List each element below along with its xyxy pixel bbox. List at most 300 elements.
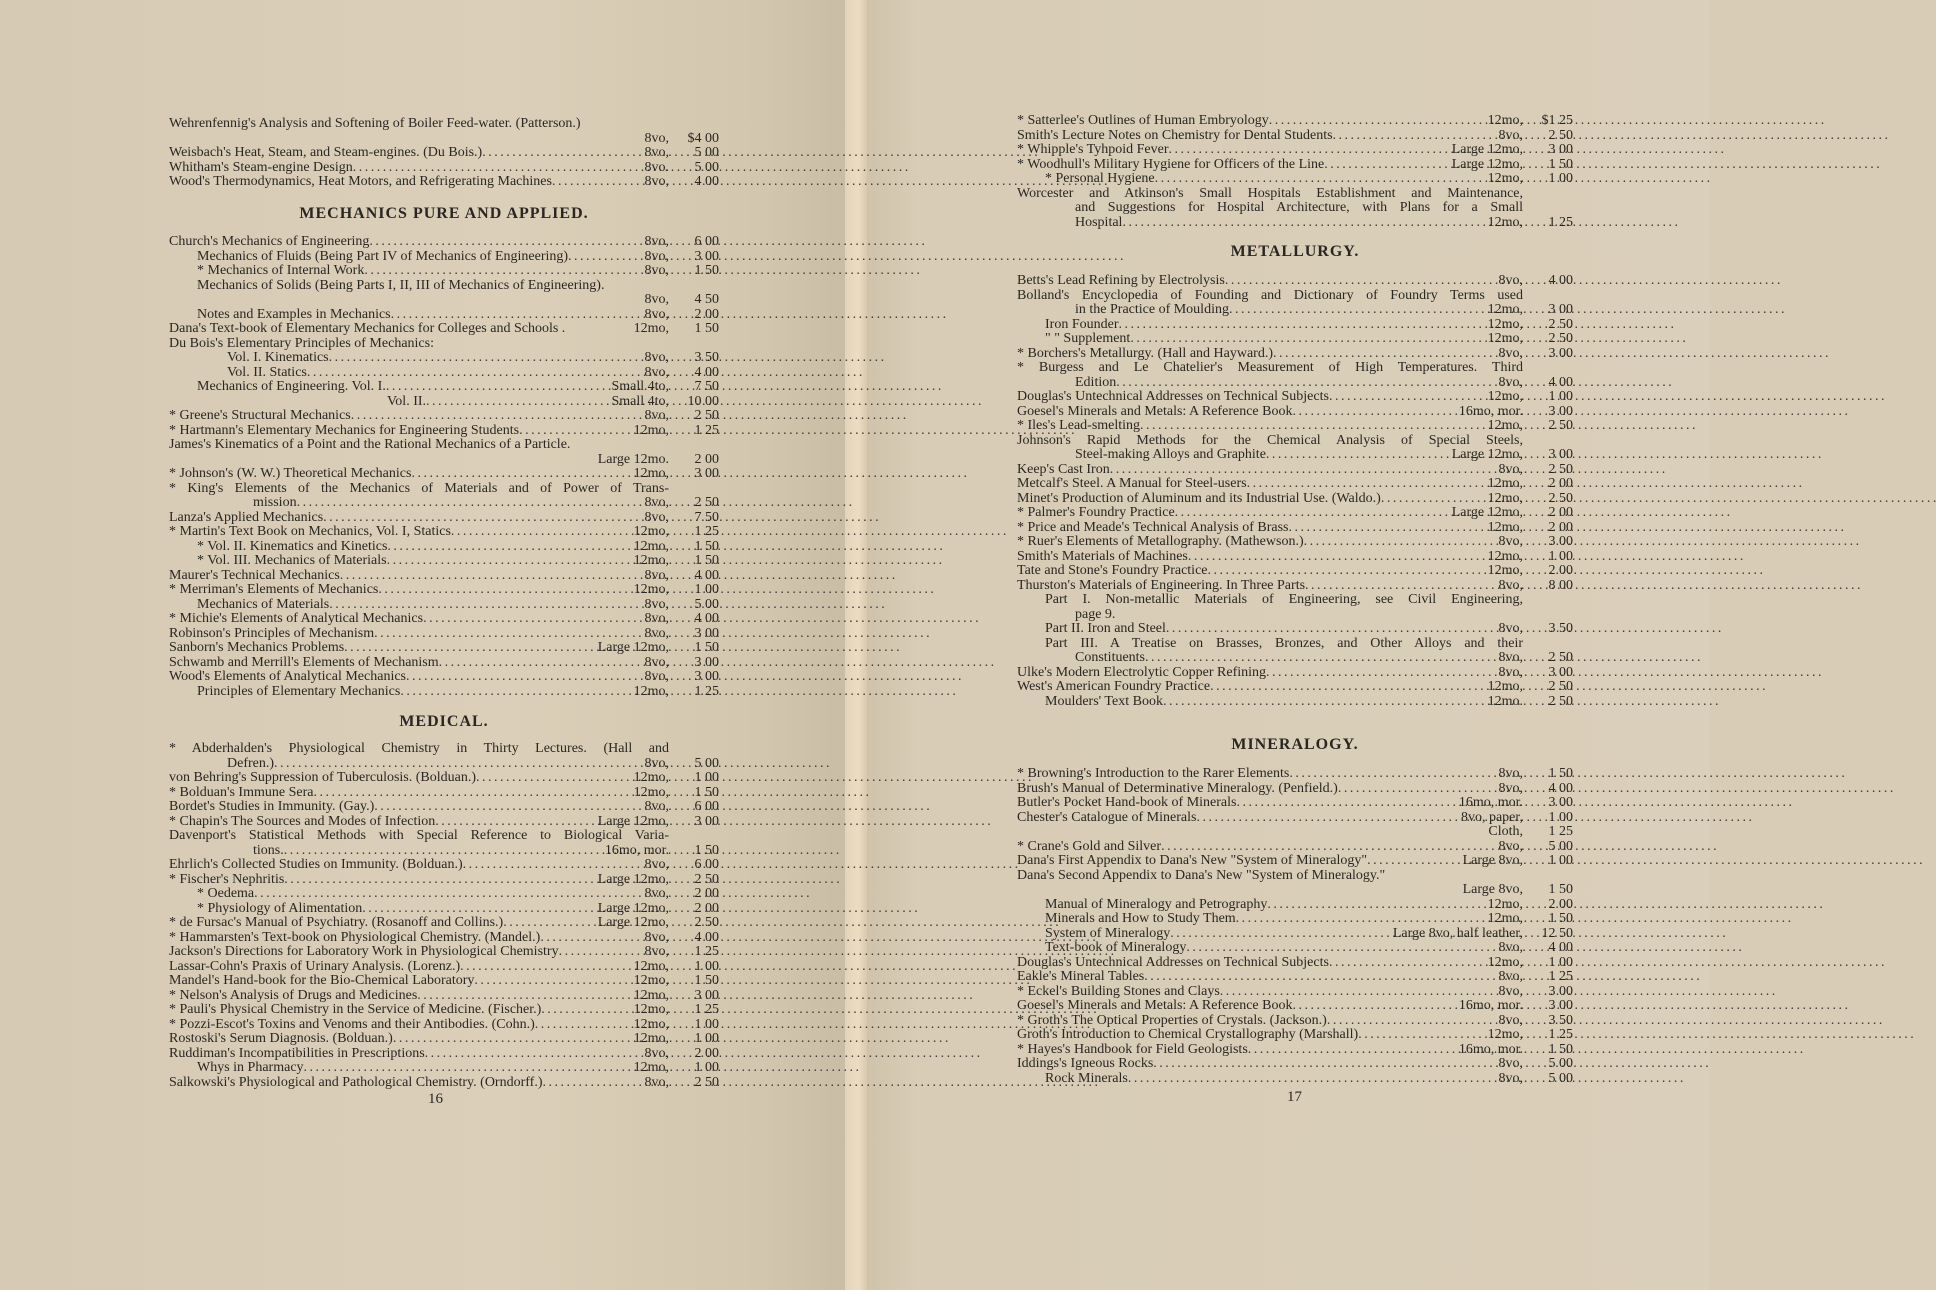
entry-price: 2 00 <box>694 1045 719 1061</box>
entry-price: 6 00 <box>694 234 719 249</box>
section-heading-metallurgy: METALLURGY. <box>1230 243 1360 260</box>
entry-title: Du Bois's Elementary Principles of Mechanics: <box>169 335 434 351</box>
catalogue-entry-line <box>1017 637 1573 652</box>
catalogue-entry-line <box>169 800 719 815</box>
entry-format: 8vo, <box>644 857 669 872</box>
dot-leader <box>519 424 634 439</box>
catalogue-entry-line <box>1017 1072 1573 1087</box>
entry-price: 5 00 <box>694 159 719 175</box>
entry-price: 3 00 <box>694 466 719 481</box>
entry-title: Whitham's Steam-engine Design <box>169 159 353 175</box>
entry-format: 12mo, <box>633 1031 669 1046</box>
entry-price: 1 00 <box>1548 171 1573 186</box>
entry-format: 8vo, <box>644 611 669 626</box>
entry-format: 8vo, <box>1498 969 1523 984</box>
catalogue-entry-line <box>169 1061 719 1076</box>
entry-format: 12mo, <box>633 1060 669 1075</box>
entry-format: 12mo, <box>633 987 669 1003</box>
entry-title: * Personal Hygiene <box>1045 171 1155 186</box>
dot-leader <box>391 308 645 323</box>
dot-leader <box>1292 405 1458 420</box>
catalogue-entry-line <box>169 627 719 642</box>
entry-price: 2 50 <box>694 1074 719 1090</box>
dot-leader <box>284 844 605 859</box>
dot-leader <box>1122 216 1487 231</box>
entry-format: 12mo, <box>1487 548 1523 564</box>
dot-leader <box>1381 492 1488 507</box>
entry-format: 16mo, mor. <box>604 842 669 858</box>
catalogue-entry-line <box>169 1018 719 1033</box>
catalogue-entry-line <box>1017 956 1573 971</box>
dot-leader <box>568 250 644 265</box>
catalogue-entry-line <box>1017 129 1573 144</box>
catalogue-entry-line <box>1017 434 1573 449</box>
entry-price: 3 00 <box>694 654 719 670</box>
catalogue-entry-line <box>169 598 719 613</box>
entry-title: * Physiology of Alimentation <box>197 900 363 916</box>
steam-engines-list <box>169 117 719 190</box>
catalogue-entry-line <box>1017 143 1573 158</box>
catalogue-entry-line <box>169 1076 719 1091</box>
catalogue-entry-line <box>169 974 719 989</box>
metallurgy-list <box>1017 274 1573 709</box>
entry-format: 8vo, <box>1498 650 1523 665</box>
entry-price: 2 50 <box>1548 127 1573 143</box>
catalogue-entry-line <box>1017 985 1573 1000</box>
entry-price: 3 00 <box>1548 534 1573 549</box>
catalogue-entry-line <box>169 829 719 844</box>
catalogue-entry-line <box>1017 419 1573 434</box>
entry-price: 6 00 <box>694 799 719 814</box>
entry-format: 8vo, <box>644 1074 669 1090</box>
entry-title: Mechanics of Fluids (Being Part IV of Mechanics of Engineering) <box>197 248 569 264</box>
dot-leader <box>1367 854 1463 869</box>
dot-leader <box>297 496 645 511</box>
entry-title: West's American Foundry Practice <box>1017 679 1211 694</box>
entry-format: 8vo, <box>1498 780 1523 796</box>
catalogue-entry-line <box>169 742 719 757</box>
entry-price: 1 50 <box>1548 911 1573 926</box>
entry-price: 2 00 <box>1548 476 1573 491</box>
dot-leader <box>369 235 644 250</box>
catalogue-entry-line <box>169 873 719 888</box>
dot-leader <box>1128 1072 1499 1087</box>
catalogue-entry-line <box>169 496 719 511</box>
entry-title: Church's Mechanics of Engineering <box>169 234 370 249</box>
catalogue-entry-line <box>169 117 719 132</box>
catalogue-entry-line <box>169 279 719 294</box>
entry-price: 1 00 <box>694 1031 719 1046</box>
entry-title: Edition <box>1075 374 1117 390</box>
dot-leader <box>307 366 645 381</box>
entry-price: 2 50 <box>1548 679 1573 694</box>
entry-format: 12mo, <box>633 1016 669 1032</box>
entry-format: 8vo, <box>644 145 669 160</box>
entry-title: Butler's Pocket Hand-book of Minerals <box>1017 795 1237 810</box>
entry-title: Chester's Catalogue of Minerals <box>1017 809 1197 825</box>
mechanics-list <box>169 235 719 699</box>
entry-title: Mechanics of Solids (Being Parts I, II, III of Mechanics of Engineering). <box>197 277 605 293</box>
entry-title: * Borchers's Metallurgy. (Hall and Hayward.) <box>1017 345 1274 361</box>
dot-leader <box>274 757 644 772</box>
catalogue-entry-line <box>169 322 719 337</box>
entry-format: 8vo, <box>644 755 669 771</box>
dot-leader <box>1266 448 1452 463</box>
entry-title: Vol. II. Statics <box>227 364 307 380</box>
entry-title: Douglas's Untechnical Addresses on Technical Subjects <box>1017 954 1329 970</box>
catalogue-entry-line <box>169 264 719 279</box>
entry-price: 3 00 <box>1548 983 1573 999</box>
dot-leader <box>1130 332 1487 347</box>
entry-format: 12mo, <box>633 973 669 988</box>
dot-leader <box>304 1061 634 1076</box>
catalogue-entry-line <box>1017 216 1573 231</box>
dot-leader <box>364 264 644 279</box>
entry-price: 1 25 <box>694 683 719 699</box>
entry-format: Large 12mo. <box>597 451 669 467</box>
entry-format: 8vo, <box>644 886 669 901</box>
catalogue-entry-line <box>1017 303 1573 318</box>
catalogue-entry-line <box>1017 680 1573 695</box>
entry-title: Dana's Second Appendix to Dana's New "System of Mineralogy." <box>1017 867 1386 883</box>
entry-format: 12mo, <box>633 770 669 785</box>
catalogue-entry-line <box>169 858 719 873</box>
entry-price: 1 25 <box>694 524 719 539</box>
catalogue-entry-line <box>1017 651 1573 666</box>
entry-price: 1 50 <box>694 973 719 988</box>
catalogue-entry-line <box>169 583 719 598</box>
dot-leader <box>474 974 633 989</box>
entry-format: 12mo, <box>633 1002 669 1017</box>
entry-price: 1 50 <box>1548 156 1573 172</box>
entry-title: " " Supplement <box>1045 331 1131 346</box>
entry-price: $1 25 <box>1541 113 1573 128</box>
entry-price: 4 50 <box>694 292 719 307</box>
entry-title: and Suggestions for Hospital Architecture, with Plans for a Small <box>1075 200 1523 215</box>
entry-price: 3 50 <box>1548 1012 1573 1028</box>
entry-format: 8vo, <box>644 306 669 322</box>
entry-format: 12mo, <box>633 524 669 539</box>
catalogue-entry-line <box>1017 666 1573 681</box>
dot-leader <box>313 786 633 801</box>
entry-title: Part I. Non-metallic Materials of Engineering, see Civil Engineering, <box>1045 592 1523 607</box>
entry-title: Mechanics of Materials <box>197 596 330 612</box>
entry-title: James's Kinematics of a Point and the Rational Mechanics of a Particle. <box>169 437 571 452</box>
entry-format: Large 12mo, <box>1451 142 1523 157</box>
entry-title: Rock Minerals <box>1045 1070 1128 1086</box>
catalogue-entry-line <box>1017 187 1573 202</box>
catalogue-entry-line <box>169 960 719 975</box>
entry-format: 8vo. <box>644 159 669 175</box>
entry-format: 8vo, <box>1498 534 1523 549</box>
entry-title: Rostoski's Serum Diagnosis. (Bolduan.) <box>169 1031 393 1046</box>
entry-price: 3 00 <box>1548 998 1573 1013</box>
entry-format: 8vo, <box>1498 664 1523 680</box>
entry-format: 12mo, <box>1487 331 1523 346</box>
dot-leader <box>451 525 634 540</box>
entry-format: 8vo, <box>1498 766 1523 781</box>
entry-title: Principles of Elementary Mechanics <box>197 683 401 699</box>
entry-format: Large 12mo, <box>1451 156 1523 172</box>
entry-format: 12mo, <box>633 582 669 597</box>
entry-format: 8vo, <box>644 509 669 525</box>
catalogue-entry-line <box>169 1032 719 1047</box>
entry-price: 1 00 <box>1548 389 1573 404</box>
entry-format: 8vo, <box>644 234 669 249</box>
entry-format: 12mo, <box>633 784 669 800</box>
entry-title: * Palmer's Foundry Practice <box>1017 505 1175 520</box>
entry-title: Ulke's Modern Electrolytic Copper Refining <box>1017 664 1267 680</box>
entry-price: 5 00 <box>694 755 719 771</box>
dot-leader <box>1248 1043 1459 1058</box>
catalogue-entry-line <box>1017 564 1573 579</box>
dot-leader <box>344 641 598 656</box>
entry-price: 1 25 <box>1548 1027 1573 1042</box>
catalogue-entry-line <box>169 235 719 250</box>
dot-leader <box>411 467 633 482</box>
entry-format: Large 12mo, <box>597 915 669 930</box>
entry-title: Constituents <box>1075 650 1146 665</box>
dot-leader <box>435 815 597 830</box>
entry-title: von Behring's Suppression of Tuberculosis. (Bolduan.) <box>169 770 477 785</box>
entry-price: 3 00 <box>1548 345 1573 361</box>
catalogue-entry-line <box>169 771 719 786</box>
entry-title: Wood's Thermodynamics, Heat Motors, and Refrigerating Machines <box>169 174 552 189</box>
entry-title: Manual of Mineralogy and Petrography <box>1045 896 1268 912</box>
entry-title: Part III. A Treatise on Brasses, Bronzes, and Other Alloys and their <box>1045 635 1523 651</box>
entry-title: Betts's Lead Refining by Electrolysis <box>1017 273 1225 288</box>
entry-title: Eakle's Mineral Tables <box>1017 969 1145 984</box>
entry-format: 8vo, <box>644 248 669 264</box>
entry-title: mission <box>253 495 297 510</box>
entry-title: Notes and Examples in Mechanics <box>197 306 391 322</box>
dot-leader <box>386 380 612 395</box>
dot-leader <box>1304 535 1499 550</box>
entry-price: 2 50 <box>1548 331 1573 346</box>
entry-price: 1 00 <box>694 582 719 597</box>
entry-format: 12mo, <box>1487 389 1523 404</box>
entry-price: 2 00 <box>1548 563 1573 578</box>
catalogue-entry-line <box>1017 289 1573 304</box>
entry-format: 8vo, <box>644 929 669 945</box>
catalogue-entry-line <box>1017 506 1573 521</box>
entry-format: Large 12mo, <box>597 871 669 887</box>
entry-title: * Groth's The Optical Properties of Crystals. (Jackson.) <box>1017 1012 1327 1028</box>
catalogue-entry-line <box>169 641 719 656</box>
dot-leader <box>329 351 645 366</box>
entry-format: 8vo, <box>644 495 669 510</box>
entry-title: page 9. <box>1075 606 1116 622</box>
catalogue-entry-line <box>169 424 719 439</box>
dot-leader <box>552 175 645 190</box>
catalogue-entry-line <box>1017 608 1573 623</box>
entry-title: Moulders' Text Book <box>1045 693 1163 709</box>
entry-price: 1 00 <box>694 1016 719 1032</box>
entry-price: 4 00 <box>694 174 719 189</box>
entry-price: 1 00 <box>1548 809 1573 825</box>
entry-format: Large 8vo, <box>1462 853 1523 868</box>
entry-title: * Bolduan's Immune Sera <box>169 784 314 800</box>
dot-leader <box>1305 579 1498 594</box>
catalogue-entry-line <box>169 540 719 555</box>
entry-price: 2 00 <box>1548 896 1573 912</box>
dot-leader <box>1170 927 1393 942</box>
entry-title: Dana's First Appendix to Dana's New "System of Mineralogy" <box>1017 853 1368 868</box>
entry-format: 8vo, <box>1498 1012 1523 1028</box>
catalogue-entry-line <box>1017 811 1573 826</box>
entry-title: Ruddiman's Incompatibilities in Prescriptions <box>169 1045 425 1061</box>
entry-price: 4 00 <box>1548 940 1573 955</box>
dot-leader <box>426 395 611 410</box>
page-number-left: 16 <box>428 1091 443 1107</box>
entry-title: Douglas's Untechnical Addresses on Technical Subjects <box>1017 389 1329 404</box>
entry-price: 1 25 <box>1548 214 1573 230</box>
catalogue-entry-line <box>1017 390 1573 405</box>
entry-price: 5 00 <box>1548 838 1573 854</box>
catalogue-entry-line <box>1017 535 1573 550</box>
entry-format: 12mo, <box>1487 302 1523 317</box>
catalogue-entry-line <box>1017 854 1573 869</box>
entry-format: 8vo, <box>644 944 669 959</box>
entry-title: * Michie's Elements of Analytical Mechanics <box>169 611 424 626</box>
catalogue-entry-line <box>169 656 719 671</box>
entry-title: * King's Elements of the Mechanics of Materials and of Power of Trans- <box>169 480 669 496</box>
entry-title: * Woodhull's Military Hygiene for Officers of the Line <box>1017 156 1325 172</box>
entry-format: Small 4to, <box>611 379 669 394</box>
catalogue-entry-line <box>1017 622 1573 637</box>
entry-price: 1 50 <box>694 784 719 800</box>
dot-leader <box>1110 463 1499 478</box>
entry-format: 8vo, <box>644 130 669 146</box>
entry-price: 1 25 <box>694 944 719 959</box>
entry-format: 12mo, <box>1487 113 1523 128</box>
entry-format: 8vo, <box>644 350 669 365</box>
entry-price: 4 00 <box>694 567 719 583</box>
entry-format: 12mo, <box>633 683 669 699</box>
catalogue-entry-line <box>169 438 719 453</box>
catalogue-entry-line <box>169 887 719 902</box>
entry-title: Minerals and How to Study Them <box>1045 911 1236 926</box>
catalogue-entry-line <box>169 380 719 395</box>
entry-format: 8vo, <box>644 669 669 684</box>
catalogue-entry-line <box>1017 448 1573 463</box>
catalogue-entry-line <box>169 525 719 540</box>
catalogue-entry-line <box>169 685 719 700</box>
dot-leader <box>340 569 645 584</box>
catalogue-entry-line <box>1017 347 1573 362</box>
dot-leader <box>1163 695 1488 710</box>
dot-leader <box>1247 477 1488 492</box>
dot-leader <box>400 685 633 700</box>
entry-title: Brush's Manual of Determinative Mineralogy. (Penfield.) <box>1017 780 1338 796</box>
dot-leader <box>503 916 598 931</box>
entry-title: Vol. I. Kinematics <box>227 350 329 365</box>
catalogue-entry-line <box>1017 579 1573 594</box>
entry-title: * Browning's Introduction to the Rarer Elements <box>1017 766 1290 781</box>
dot-leader <box>542 1076 644 1091</box>
entry-price: 5 00 <box>694 145 719 160</box>
catalogue-entry-line <box>169 511 719 526</box>
entry-title: Bordet's Studies in Immunity. (Gay.) <box>169 799 375 814</box>
entry-price: 4 00 <box>1548 374 1573 390</box>
dot-leader <box>425 1047 645 1062</box>
entry-price: 1 00 <box>694 1060 719 1075</box>
dot-leader <box>1210 680 1488 695</box>
entry-title: * Satterlee's Outlines of Human Embryology <box>1017 113 1269 128</box>
entry-price: 2 50 <box>1548 650 1573 665</box>
entry-title: Defren.) <box>227 755 275 771</box>
entry-price: 12 50 <box>1541 925 1573 941</box>
catalogue-entry-line <box>1017 201 1573 216</box>
dot-leader <box>1155 172 1488 187</box>
entry-format: Large 12mo, <box>597 900 669 916</box>
catalogue-entry-line <box>1017 593 1573 608</box>
entry-price: 1 50 <box>694 553 719 568</box>
entry-title: Jackson's Directions for Laboratory Work in Physiological Chemistry <box>169 944 559 959</box>
dot-leader <box>1329 390 1488 405</box>
catalogue-entry-line <box>1017 927 1573 942</box>
catalogue-entry-line <box>169 786 719 801</box>
entry-format: 8vo, <box>1498 345 1523 361</box>
entry-title: * Hammarsten's Text-book on Physiological Chemistry. (Mandel.) <box>169 929 541 945</box>
entry-format: 8vo, <box>1498 461 1523 477</box>
entry-format: 8vo, <box>1498 374 1523 390</box>
entry-title: Dana's Text-book of Elementary Mechanics for Colleges and Schools . <box>169 321 566 336</box>
entry-title: * Hayes's Handbook for Field Geologists <box>1017 1041 1248 1057</box>
entry-format: Small 4to, <box>611 393 669 409</box>
dot-leader <box>1116 376 1498 391</box>
entry-title: Hospital <box>1075 214 1123 230</box>
entry-format: 12mo, <box>633 466 669 481</box>
entry-format: 12mo, <box>1487 214 1523 230</box>
entry-format: 8vo, <box>1498 940 1523 955</box>
dot-leader <box>460 960 633 975</box>
catalogue-entry-line <box>1017 796 1573 811</box>
entry-format: 8vo, <box>644 408 669 423</box>
entry-format: 8vo, <box>644 625 669 641</box>
entry-title: Groth's Introduction to Chemical Crystallography (Marshall) <box>1017 1027 1359 1042</box>
catalogue-entry-line <box>169 395 719 410</box>
entry-title: * Merriman's Elements of Mechanics <box>169 582 379 597</box>
catalogue-entry-line <box>169 293 719 308</box>
dot-leader <box>476 771 634 786</box>
entry-format: 12mo, <box>1487 418 1523 433</box>
dot-leader <box>417 989 633 1004</box>
entry-title: Tate and Stone's Foundry Practice <box>1017 563 1208 578</box>
entry-price: 4 00 <box>694 364 719 380</box>
entry-price: 8 00 <box>1548 577 1573 593</box>
entry-title: Salkowski's Physiological and Pathological Chemistry. (Orndorff.) <box>169 1074 543 1090</box>
entry-title: * Johnson's (W. W.) Theoretical Mechanics <box>169 466 412 481</box>
catalogue-entry-line <box>169 250 719 265</box>
catalogue-entry-line <box>169 815 719 830</box>
entry-title: * Fischer's Nephritis <box>169 871 285 887</box>
catalogue-entry-line <box>1017 477 1573 492</box>
entry-price: 3 00 <box>1548 664 1573 680</box>
entry-format: 8vo, <box>1498 1070 1523 1086</box>
dot-leader <box>406 670 644 685</box>
entry-format: 8vo, <box>1498 577 1523 593</box>
dot-leader <box>254 887 644 902</box>
entry-title: Thurston's Materials of Engineering. In Three Parts <box>1017 577 1306 593</box>
entry-price: 2 00 <box>694 900 719 916</box>
catalogue-entry-line <box>1017 492 1573 507</box>
catalogue-entry-line <box>1017 970 1573 985</box>
catalogue-entry-line <box>1017 912 1573 927</box>
entry-title: * Chapin's The Sources and Modes of Infection <box>169 813 436 829</box>
dot-leader <box>323 511 644 526</box>
entry-title: Lassar-Cohn's Praxis of Urinary Analysis. (Lorenz.) <box>169 958 461 974</box>
